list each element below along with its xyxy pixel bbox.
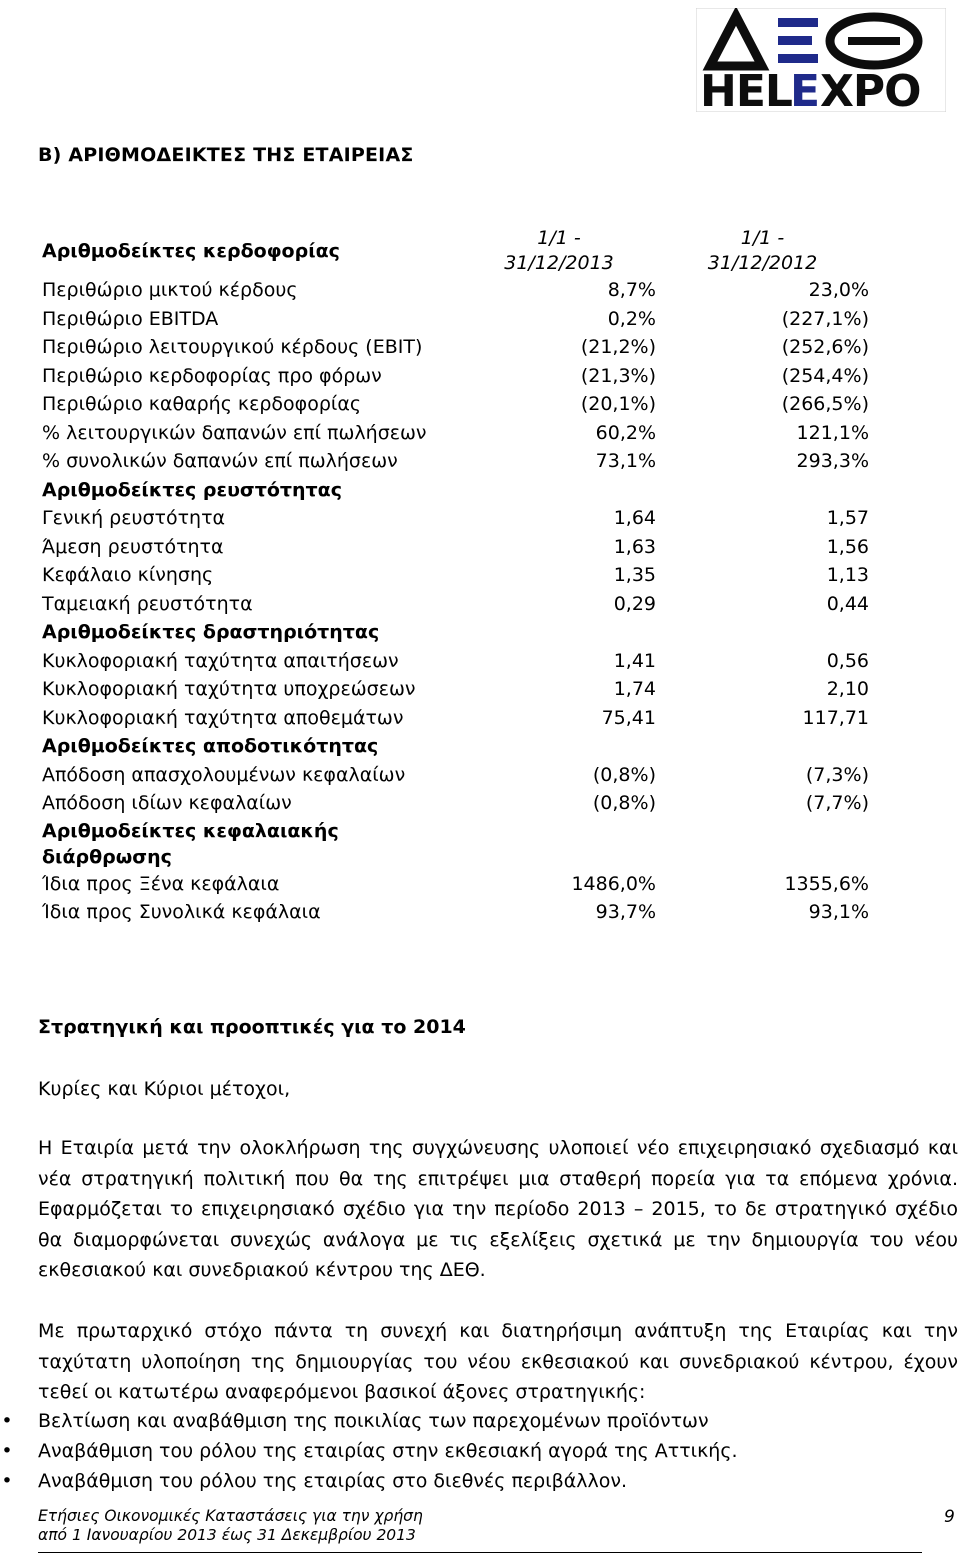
list-item bbox=[0, 1406, 738, 1436]
table-row bbox=[42, 276, 869, 305]
value-2012: 1,13 bbox=[826, 564, 869, 587]
ratio-group-label: Αριθμοδείκτες δραστηριότητας bbox=[42, 621, 380, 644]
value-2012: (266,5%) bbox=[781, 393, 869, 416]
value-2013: 1486,0% bbox=[571, 872, 656, 895]
table-row bbox=[42, 561, 869, 590]
value-2013: (0,8%) bbox=[592, 792, 656, 815]
value-2013: 93,7% bbox=[595, 901, 656, 924]
ratio-label: Κυκλοφοριακή ταχύτητα αποθεμάτων bbox=[42, 706, 404, 729]
empty-cell bbox=[462, 476, 656, 505]
strategy-title: Στρατηγική και προοπτικές για το 2014 bbox=[38, 1016, 466, 1038]
ratio-group-label: Αριθμοδείκτες κεφαλαιακής διάρθρωσης bbox=[42, 819, 339, 868]
value-2012: (252,6%) bbox=[781, 336, 869, 359]
table-row bbox=[42, 333, 869, 362]
value-2013: 1,63 bbox=[613, 535, 656, 558]
table-row bbox=[42, 870, 869, 899]
ratios-table bbox=[42, 226, 869, 927]
ratio-group-label: Αριθμοδείκτες ρευστότητας bbox=[42, 478, 342, 501]
period-2012-line1: 1/1 - bbox=[740, 227, 785, 249]
footer-line-2: από 1 Ιανουαρίου 2013 έως 31 Δεκεμβρίου 2013 bbox=[38, 1526, 416, 1544]
ratio-group-row bbox=[42, 618, 869, 647]
empty-cell bbox=[462, 818, 656, 870]
value-2012: 23,0% bbox=[808, 279, 869, 302]
value-2012: 121,1% bbox=[796, 421, 869, 444]
empty-cell bbox=[656, 732, 869, 761]
ratio-label: Περιθώριο κερδοφορίας προ φόρων bbox=[42, 364, 382, 387]
svg-text:E: E bbox=[790, 66, 821, 112]
table-row bbox=[42, 447, 869, 476]
value-2013: 1,35 bbox=[613, 564, 656, 587]
value-2013: 1,74 bbox=[613, 678, 656, 701]
ratio-group-row bbox=[42, 476, 869, 505]
table-row bbox=[42, 761, 869, 790]
ratio-label: Απόδοση ιδίων κεφαλαίων bbox=[42, 792, 292, 815]
profitability-header: Αριθμοδείκτες κερδοφορίας bbox=[42, 240, 340, 262]
value-2013: 0,29 bbox=[613, 592, 656, 615]
table-row bbox=[42, 647, 869, 676]
value-2012: 0,56 bbox=[826, 649, 869, 672]
table-row bbox=[42, 362, 869, 391]
value-2013: 1,41 bbox=[613, 649, 656, 672]
table-row bbox=[42, 305, 869, 334]
list-item bbox=[0, 1436, 738, 1466]
value-2013: 1,64 bbox=[613, 507, 656, 530]
table-row bbox=[42, 898, 869, 927]
table-header-row bbox=[42, 226, 869, 276]
period-2012-line2: 31/12/2012 bbox=[707, 252, 818, 274]
value-2013: 0,2% bbox=[607, 307, 656, 330]
ratio-label: Απόδοση απασχολουμένων κεφαλαίων bbox=[42, 763, 406, 786]
ratio-label: Ίδια προς Ξένα κεφάλαια bbox=[42, 872, 280, 895]
ratio-group-label: Αριθμοδείκτες αποδοτικότητας bbox=[42, 735, 379, 758]
page-number: 9 bbox=[944, 1507, 955, 1527]
value-2013: 60,2% bbox=[595, 421, 656, 444]
ratio-label: Περιθώριο καθαρής κερδοφορίας bbox=[42, 393, 362, 416]
ratio-label: Γενική ρευστότητα bbox=[42, 507, 226, 530]
ratio-label: Ίδια προς Συνολικά κεφάλαια bbox=[42, 901, 321, 924]
value-2013: (20,1%) bbox=[580, 393, 656, 416]
value-2013: 8,7% bbox=[607, 279, 656, 302]
footer-rule bbox=[38, 1552, 922, 1553]
list-item bbox=[0, 1466, 738, 1496]
period-2013-line2: 31/12/2013 bbox=[504, 252, 614, 274]
period-2013-line1: 1/1 - bbox=[537, 227, 581, 249]
value-2012: (7,7%) bbox=[805, 792, 869, 815]
value-2012: 1,57 bbox=[826, 507, 869, 530]
value-2012: 117,71 bbox=[802, 706, 869, 729]
bullet-icon: • bbox=[1, 1470, 13, 1492]
list-item-text: Αναβάθμιση του ρόλου της εταιρίας στην εκθεσιακή αγορά της Αττικής. bbox=[38, 1440, 738, 1462]
value-2012: 1355,6% bbox=[784, 872, 869, 895]
empty-cell bbox=[656, 618, 869, 647]
strategy-paragraph-1: Η Εταιρία μετά την ολοκλήρωση της συγχώνευσης υλοποιεί νέο επιχειρησιακό σχεδιασμό και νέα στρατηγική πολιτική που θα της επιτρέψει μια σταθερή πορεία για τα επόμενα χρόνια. Εφαρμόζεται το επιχειρησιακό σχέδιο για την περίοδο 2013 – 2015, το δε στρατηγικό σχέδιο θα διαμορφώνεται συνεχώς ανάλογα με τις εξελίξεις σχετικά με την δημιουργία του νέου εκθεσιακού και συνεδριακού κέντρου της ΔΕΘ. bbox=[38, 1137, 958, 1281]
bullet-icon: • bbox=[1, 1440, 13, 1462]
empty-cell bbox=[462, 732, 656, 761]
section-title: B) ΑΡΙΘΜΟΔΕΙΚΤΕΣ ΤΗΣ ΕΤΑΙΡΕΙΑΣ bbox=[38, 144, 414, 166]
empty-cell bbox=[656, 476, 869, 505]
empty-cell bbox=[656, 818, 869, 870]
empty-cell bbox=[462, 618, 656, 647]
bullet-icon: • bbox=[1, 1410, 13, 1432]
table-row bbox=[42, 504, 869, 533]
ratio-label: Άμεση ρευστότητα bbox=[42, 535, 224, 558]
value-2013: (0,8%) bbox=[592, 763, 656, 786]
table-row bbox=[42, 390, 869, 419]
period-2013-header bbox=[462, 226, 656, 276]
value-2013: (21,2%) bbox=[580, 336, 656, 359]
ratio-label: Περιθώριο EBITDA bbox=[42, 307, 219, 330]
value-2012: (254,4%) bbox=[781, 364, 869, 387]
value-2013: 75,41 bbox=[601, 706, 656, 729]
value-2012: (227,1%) bbox=[781, 307, 869, 330]
value-2013: 73,1% bbox=[595, 450, 656, 473]
ratio-label: Κυκλοφοριακή ταχύτητα απαιτήσεων bbox=[42, 649, 399, 672]
ratio-label: Κεφάλαιο κίνησης bbox=[42, 564, 214, 587]
ratio-label: Ταμειακή ρευστότητα bbox=[42, 592, 253, 615]
table-row bbox=[42, 789, 869, 818]
value-2012: 1,56 bbox=[826, 535, 869, 558]
ratio-label: Περιθώριο λειτουργικού κέρδους (EBIT) bbox=[42, 336, 423, 359]
table-row bbox=[42, 590, 869, 619]
svg-text:HEL: HEL bbox=[700, 66, 792, 112]
footer bbox=[38, 1507, 423, 1545]
footer-line-1: Ετήσιες Οικονομικές Καταστάσεις για την χρήση bbox=[38, 1507, 423, 1525]
strategy-axes-list bbox=[0, 1406, 738, 1496]
list-item-text: Βελτίωση και αναβάθμιση της ποικιλίας των παρεχομένων προϊόντων bbox=[38, 1410, 709, 1432]
table-row bbox=[42, 704, 869, 733]
ratio-group-row bbox=[42, 732, 869, 761]
table-row bbox=[42, 533, 869, 562]
list-item-text: Αναβάθμιση του ρόλου της εταιρίας στο διεθνές περιβάλλον. bbox=[38, 1470, 628, 1492]
ratio-label: Περιθώριο μικτού κέρδους bbox=[42, 279, 298, 302]
value-2012: 0,44 bbox=[826, 592, 869, 615]
ratio-label: % λειτουργικών δαπανών επί πωλήσεων bbox=[42, 421, 427, 444]
salutation: Κυρίες και Κύριοι μέτοχοι, bbox=[38, 1078, 291, 1100]
period-2012-header bbox=[656, 226, 869, 276]
table-row bbox=[42, 419, 869, 448]
strategy-paragraph-2: Με πρωταρχικό στόχο πάντα τη συνεχή και διατηρήσιμη ανάπτυξη της Εταιρίας και την ταχύτατη υλοποίηση της δημιουργίας του νέου εκθεσιακού και συνεδριακού κέντρου, έχουν τεθεί οι κατωτέρω αναφερόμενοι βασικοί άξονες στρατηγικής: bbox=[38, 1320, 958, 1403]
value-2012: 2,10 bbox=[826, 678, 869, 701]
value-2012: 293,3% bbox=[796, 450, 869, 473]
helexpo-logo bbox=[696, 8, 946, 112]
value-2013: (21,3%) bbox=[580, 364, 656, 387]
value-2012: 93,1% bbox=[808, 901, 869, 924]
ratio-group-row bbox=[42, 818, 869, 870]
value-2012: (7,3%) bbox=[805, 763, 869, 786]
svg-text:XPO: XPO bbox=[820, 66, 921, 112]
ratio-label: Κυκλοφοριακή ταχύτητα υποχρεώσεων bbox=[42, 678, 416, 701]
ratio-label: % συνολικών δαπανών επί πωλήσεων bbox=[42, 450, 398, 473]
table-row bbox=[42, 675, 869, 704]
